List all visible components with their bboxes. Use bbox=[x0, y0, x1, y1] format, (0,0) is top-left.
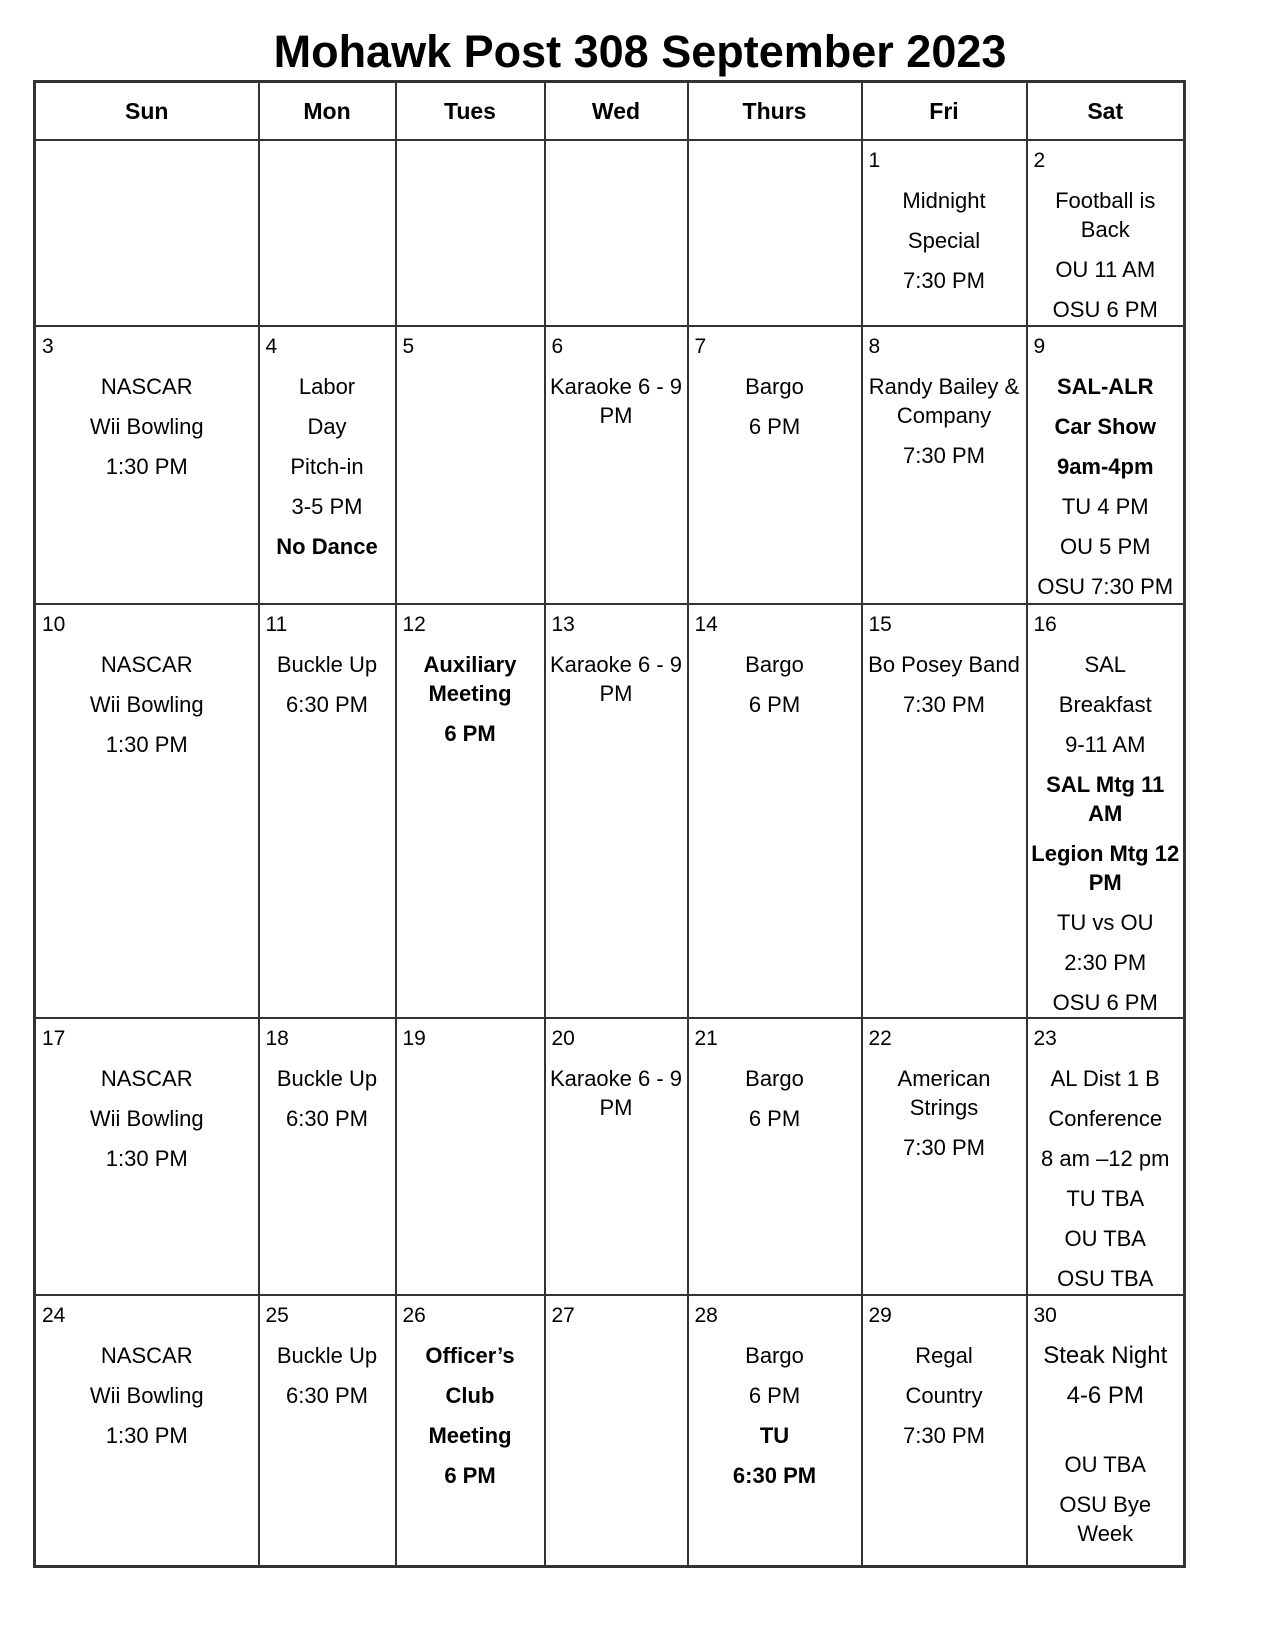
event-line: American Strings bbox=[897, 1066, 991, 1120]
event-line: 1:30 PM bbox=[105, 1146, 188, 1171]
week-row bbox=[35, 140, 1185, 326]
day-number: 20 bbox=[551, 1027, 575, 1050]
day-cell bbox=[688, 1295, 862, 1566]
day-cell bbox=[259, 326, 396, 604]
event-line: 6 PM bbox=[748, 1106, 801, 1131]
event-line: Labor bbox=[298, 374, 356, 399]
day-cell bbox=[259, 604, 396, 1018]
event-line: OU 11 AM bbox=[1055, 257, 1156, 282]
event-line: NASCAR bbox=[100, 1343, 193, 1368]
event-line: SAL bbox=[1084, 652, 1127, 677]
event-line: NASCAR bbox=[100, 374, 193, 399]
day-events bbox=[36, 1341, 258, 1450]
event-line: 6 PM bbox=[748, 692, 801, 717]
event-line: 9-11 AM bbox=[1065, 732, 1146, 757]
day-number bbox=[397, 141, 544, 175]
day-events bbox=[689, 1064, 861, 1133]
week-row bbox=[35, 1018, 1185, 1295]
day-number: 4 bbox=[265, 335, 278, 358]
event-line: Football is Back bbox=[1055, 188, 1156, 242]
header-wed: Wed bbox=[545, 82, 688, 141]
event-line: AL Dist 1 B bbox=[1050, 1066, 1160, 1091]
day-number: 23 bbox=[1033, 1027, 1057, 1050]
event-line: Wii Bowling bbox=[89, 414, 204, 439]
day-cell bbox=[545, 1018, 688, 1295]
day-events bbox=[689, 1341, 861, 1490]
day-number: 29 bbox=[868, 1304, 892, 1327]
day-number: 1 bbox=[868, 149, 881, 172]
event-line: Breakfast bbox=[1058, 692, 1152, 717]
event-line: Bargo bbox=[745, 652, 804, 677]
day-events bbox=[260, 372, 395, 561]
day-number bbox=[689, 141, 861, 175]
day-number: 11 bbox=[265, 613, 288, 636]
event-line: OSU Bye Week bbox=[1059, 1492, 1152, 1546]
event-line: Conference bbox=[1048, 1106, 1163, 1131]
day-events bbox=[1028, 372, 1184, 601]
event-line: Buckle Up bbox=[276, 1343, 378, 1368]
event-line: 1:30 PM bbox=[105, 454, 188, 479]
day-number: 30 bbox=[1033, 1304, 1057, 1327]
event-line: 4-6 PM bbox=[1066, 1382, 1144, 1409]
event-line: Car Show bbox=[1054, 414, 1156, 439]
day-number: 19 bbox=[402, 1027, 426, 1050]
day-cell bbox=[688, 604, 862, 1018]
event-line: 1:30 PM bbox=[105, 1423, 188, 1448]
day-events bbox=[260, 1341, 395, 1410]
day-events bbox=[1028, 186, 1184, 324]
event-line: 7:30 PM bbox=[903, 692, 985, 717]
event-line: 6:30 PM bbox=[286, 1383, 368, 1408]
event-line: 6:30 PM bbox=[286, 1106, 368, 1131]
day-cell bbox=[35, 1018, 259, 1295]
calendar-body bbox=[35, 140, 1185, 1566]
event-line: OU TBA bbox=[1064, 1452, 1146, 1477]
event-line: 8 am –12 pm bbox=[1041, 1146, 1170, 1171]
week-row bbox=[35, 326, 1185, 604]
day-events bbox=[1028, 1341, 1184, 1548]
day-number: 5 bbox=[402, 335, 415, 358]
event-line: Wii Bowling bbox=[89, 1383, 204, 1408]
event-line: NASCAR bbox=[100, 652, 193, 677]
event-line: Club bbox=[445, 1383, 495, 1408]
day-cell bbox=[259, 1018, 396, 1295]
day-events bbox=[863, 1064, 1026, 1162]
event-line: TU 4 PM bbox=[1061, 494, 1149, 519]
day-cell bbox=[259, 1295, 396, 1566]
day-events bbox=[546, 650, 687, 708]
event-line: Karaoke 6 - 9 PM bbox=[549, 1066, 683, 1120]
event-line: 9am-4pm bbox=[1056, 454, 1154, 479]
day-cell bbox=[862, 1018, 1027, 1295]
event-line: Pitch-in bbox=[290, 454, 364, 479]
day-number: 8 bbox=[868, 335, 881, 358]
event-line: 6:30 PM bbox=[286, 692, 368, 717]
day-cell bbox=[35, 140, 259, 326]
event-line: OSU 6 PM bbox=[1052, 990, 1158, 1015]
event-line: TU TBA bbox=[1066, 1186, 1145, 1211]
day-events bbox=[1028, 650, 1184, 1017]
day-events bbox=[36, 1064, 258, 1173]
day-cell bbox=[688, 140, 862, 326]
event-line: 2:30 PM bbox=[1064, 950, 1147, 975]
day-cell bbox=[35, 604, 259, 1018]
day-number: 13 bbox=[551, 613, 575, 636]
day-cell bbox=[1027, 326, 1185, 604]
event-line: Special bbox=[907, 228, 981, 253]
event-line: Karaoke 6 - 9 PM bbox=[549, 652, 683, 706]
day-number: 22 bbox=[868, 1027, 892, 1050]
event-line: Legion Mtg 12 PM bbox=[1031, 841, 1180, 895]
event-line: 6 PM bbox=[748, 414, 801, 439]
event-line: 7:30 PM bbox=[903, 1135, 985, 1160]
day-cell bbox=[862, 326, 1027, 604]
day-cell bbox=[862, 604, 1027, 1018]
day-events bbox=[397, 1341, 544, 1490]
event-line: Regal bbox=[915, 1343, 973, 1368]
calendar-title: Mohawk Post 308 September 2023 bbox=[273, 26, 1007, 77]
day-events bbox=[36, 650, 258, 759]
day-number: 25 bbox=[265, 1304, 289, 1327]
event-line: Karaoke 6 - 9 PM bbox=[549, 374, 683, 428]
day-number: 16 bbox=[1033, 613, 1057, 636]
day-cell bbox=[35, 326, 259, 604]
day-cell bbox=[396, 1018, 545, 1295]
day-number: 27 bbox=[551, 1304, 575, 1327]
event-line: Randy Bailey & Company bbox=[868, 374, 1020, 428]
day-events bbox=[546, 1064, 687, 1122]
day-events bbox=[260, 650, 395, 719]
event-line: SAL Mtg 11 AM bbox=[1046, 772, 1165, 826]
day-number: 7 bbox=[694, 335, 707, 358]
weekday-header-row bbox=[35, 82, 1185, 141]
day-number: 3 bbox=[42, 335, 54, 358]
day-number: 28 bbox=[694, 1304, 718, 1327]
event-line: Country bbox=[905, 1383, 983, 1408]
event-line: Buckle Up bbox=[276, 1066, 378, 1091]
header-tues: Tues bbox=[396, 82, 545, 141]
day-cell bbox=[1027, 604, 1185, 1018]
day-number: 15 bbox=[868, 613, 892, 636]
event-line: Bo Posey Band bbox=[868, 652, 1020, 677]
header-sun: Sun bbox=[35, 82, 259, 141]
header-fri: Fri bbox=[862, 82, 1027, 141]
day-events bbox=[1028, 1064, 1184, 1293]
day-cell bbox=[259, 140, 396, 326]
event-line: Wii Bowling bbox=[89, 1106, 204, 1131]
day-number: 2 bbox=[1033, 149, 1046, 172]
day-events bbox=[863, 186, 1026, 295]
day-number: 9 bbox=[1033, 335, 1046, 358]
event-line: NASCAR bbox=[100, 1066, 193, 1091]
header-sat: Sat bbox=[1027, 82, 1185, 141]
event-line: Bargo bbox=[745, 1343, 804, 1368]
event-line: 6 PM bbox=[748, 1383, 801, 1408]
day-number bbox=[36, 141, 258, 175]
day-cell bbox=[35, 1295, 259, 1566]
event-line: 6 PM bbox=[444, 721, 496, 746]
day-cell bbox=[862, 1295, 1027, 1566]
day-number: 17 bbox=[42, 1027, 66, 1050]
day-cell bbox=[688, 1018, 862, 1295]
day-events bbox=[863, 1341, 1026, 1450]
event-line: Buckle Up bbox=[276, 652, 378, 677]
day-number bbox=[260, 141, 395, 175]
day-events bbox=[863, 372, 1026, 470]
event-line: 6:30 PM bbox=[732, 1463, 817, 1488]
day-number: 10 bbox=[42, 613, 66, 636]
day-cell bbox=[688, 326, 862, 604]
event-line: OSU TBA bbox=[1057, 1266, 1154, 1291]
day-events bbox=[397, 650, 544, 748]
day-number: 26 bbox=[402, 1304, 426, 1327]
event-line: 7:30 PM bbox=[903, 443, 985, 468]
event-line: 1:30 PM bbox=[105, 732, 188, 757]
day-cell bbox=[1027, 140, 1185, 326]
calendar-grid bbox=[33, 80, 1186, 1568]
day-cell bbox=[545, 1295, 688, 1566]
event-line: Bargo bbox=[745, 374, 804, 399]
day-cell bbox=[396, 1295, 545, 1566]
day-number: 18 bbox=[265, 1027, 289, 1050]
day-number: 24 bbox=[42, 1304, 66, 1327]
event-line: TU bbox=[759, 1423, 790, 1448]
event-line: Bargo bbox=[745, 1066, 804, 1091]
day-number: 14 bbox=[694, 613, 718, 636]
day-cell bbox=[396, 140, 545, 326]
day-number: 21 bbox=[694, 1027, 718, 1050]
event-line: Auxiliary Meeting bbox=[423, 652, 517, 706]
event-line: OU 5 PM bbox=[1060, 534, 1151, 559]
day-number: 6 bbox=[551, 335, 564, 358]
day-cell bbox=[862, 140, 1027, 326]
event-line: Wii Bowling bbox=[89, 692, 204, 717]
day-events bbox=[863, 650, 1026, 719]
event-line: 6 PM bbox=[444, 1463, 496, 1488]
day-events bbox=[546, 372, 687, 430]
event-line: Officer’s bbox=[425, 1343, 515, 1368]
header-thurs: Thurs bbox=[688, 82, 862, 141]
event-line: 3-5 PM bbox=[291, 494, 363, 519]
day-cell bbox=[545, 604, 688, 1018]
event-line: OSU 7:30 PM bbox=[1037, 574, 1174, 599]
day-cell bbox=[545, 140, 688, 326]
event-line: Midnight bbox=[902, 188, 986, 213]
event-line: TU vs OU bbox=[1056, 910, 1154, 935]
header-mon: Mon bbox=[259, 82, 396, 141]
event-line: OU TBA bbox=[1064, 1226, 1146, 1251]
event-line: Meeting bbox=[428, 1423, 512, 1448]
day-events bbox=[689, 650, 861, 719]
event-line: No Dance bbox=[276, 534, 378, 559]
event-line: 7:30 PM bbox=[903, 1423, 985, 1448]
day-events bbox=[36, 372, 258, 481]
event-line: OSU 6 PM bbox=[1052, 297, 1158, 322]
day-number: 12 bbox=[402, 613, 426, 636]
day-events bbox=[689, 372, 861, 441]
event-line: Steak Night bbox=[1043, 1342, 1168, 1369]
day-cell bbox=[1027, 1295, 1185, 1566]
day-cell bbox=[396, 326, 545, 604]
event-line: 7:30 PM bbox=[903, 268, 985, 293]
week-row bbox=[35, 1295, 1185, 1566]
day-cell bbox=[396, 604, 545, 1018]
week-row bbox=[35, 604, 1185, 1018]
day-events bbox=[260, 1064, 395, 1133]
day-cell bbox=[545, 326, 688, 604]
day-cell bbox=[1027, 1018, 1185, 1295]
day-number bbox=[546, 141, 687, 175]
event-line: SAL-ALR bbox=[1056, 374, 1154, 399]
event-line: Day bbox=[307, 414, 347, 439]
